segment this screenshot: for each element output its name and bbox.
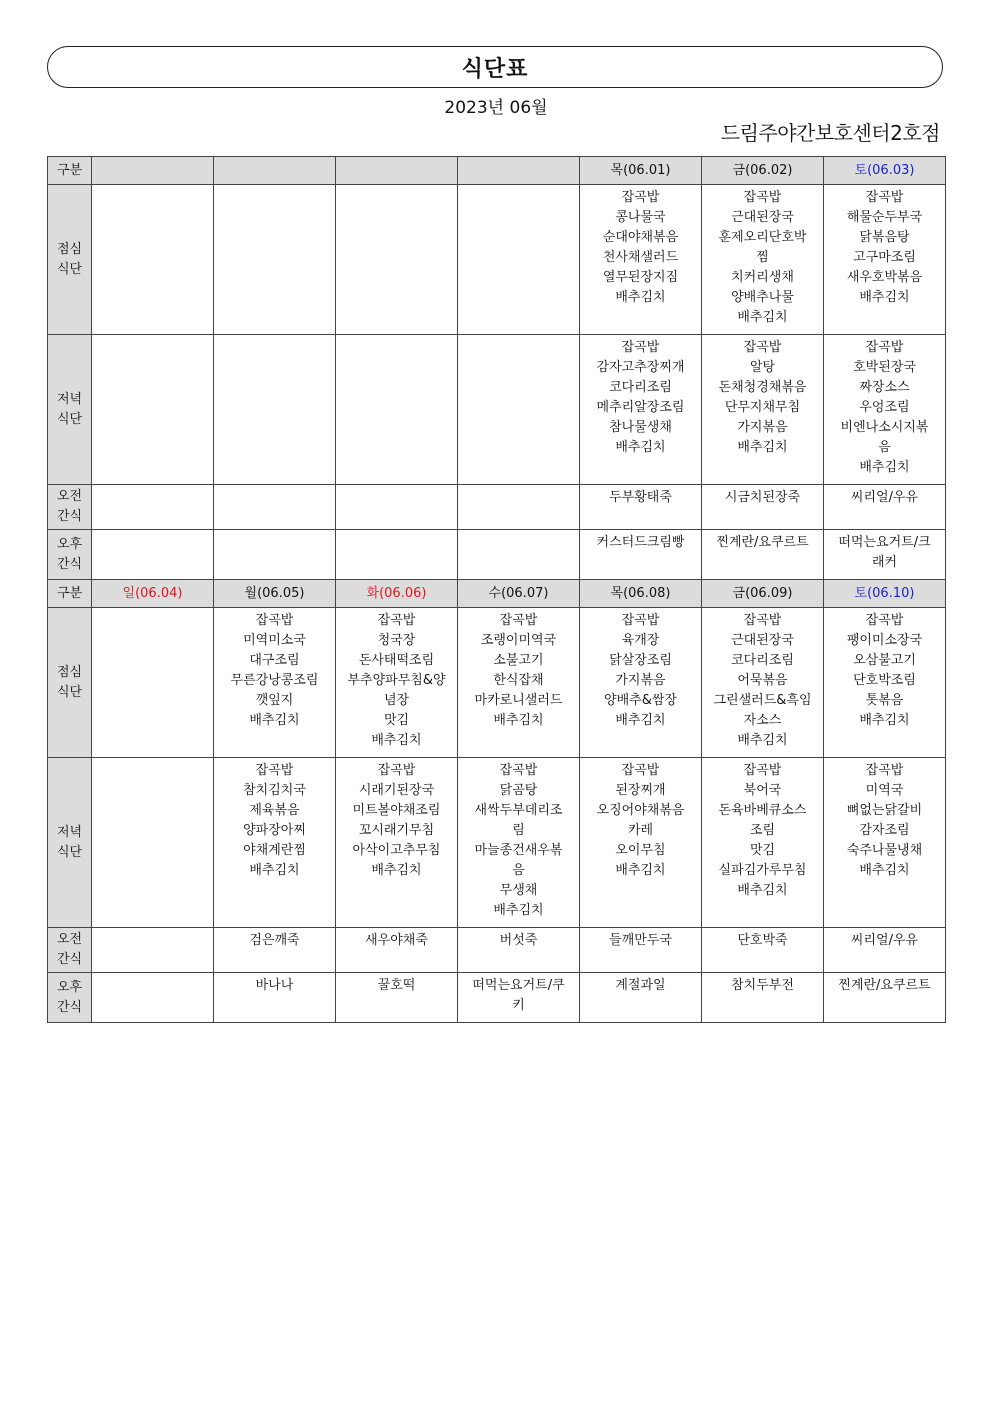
menu-item: 배추김치 [737,883,788,898]
menu-item: 미트볼야채조림 [352,803,441,818]
menu-item: 배추김치 [249,863,300,878]
menu-item: 가지볶음 [615,673,666,688]
menu-item: 돈육바베큐소스 [718,803,807,818]
page-title: 식단표 [461,56,529,82]
menu-item: 배추김치 [737,440,788,455]
menu-item: 육개장 [621,633,660,648]
menu-item: 꼬시래기무침 [358,823,435,838]
menu-cell [458,928,580,973]
menu-cell [458,608,580,758]
menu-item: 소불고기 [493,653,544,668]
row-label-line: 오전 [56,932,83,947]
menu-item: 커스터드크림빵 [596,535,685,550]
menu-item: 호박된장국 [853,360,916,375]
menu-item: 양배추나물 [731,290,794,305]
menu-item: 야채계란찜 [243,843,306,858]
menu-item: 미역미소국 [243,633,306,648]
menu-item: 시금치된장죽 [724,490,801,505]
header-label: 구분 [48,157,92,185]
menu-item: 단호박조림 [853,673,916,688]
menu-item: 잡곡밥 [621,613,660,628]
row-label-line: 식단 [56,844,83,860]
menu-item: 계절과일 [615,978,666,993]
day-header [214,157,336,185]
menu-item: 씨리얼/우유 [850,490,919,505]
menu-item: 잡곡밥 [865,340,904,355]
menu-cell [214,335,336,485]
menu-item: 버섯죽 [499,933,538,948]
menu-cell [336,530,458,580]
menu-item: 무생채 [499,883,538,898]
menu-item: 배추김치 [493,713,544,728]
menu-item: 잡곡밥 [377,763,416,778]
menu-item: 마늘종건새우볶 [474,843,563,858]
menu-item: 돈사태떡조림 [358,653,435,668]
menu-item: 오삼불고기 [853,653,916,668]
row-label [48,335,92,485]
menu-item: 잡곡밥 [621,340,660,355]
row-label-line: 식단 [56,411,83,427]
menu-item: 배추김치 [371,863,422,878]
menu-item: 잡곡밥 [865,763,904,778]
menu-cell [214,530,336,580]
menu-item: 새우야채죽 [365,933,428,948]
menu-cell [580,185,702,335]
menu-cell [92,758,214,928]
menu-cell [580,530,702,580]
menu-cell [580,758,702,928]
menu-item: 그린샐러드&흑임 [713,693,812,708]
menu-item: 조림 [749,823,776,838]
month-label: 2023년 06월 [444,98,548,118]
menu-item: 자소스 [743,713,782,728]
row-label-line: 점심 [56,664,83,680]
row-label [48,973,92,1023]
menu-cell [458,973,580,1023]
menu-cell [580,928,702,973]
menu-item: 양파장아찌 [243,823,306,838]
menu-item: 잡곡밥 [499,613,538,628]
row-label-line: 간식 [56,556,83,572]
menu-cell [458,335,580,485]
day-header [336,157,458,185]
menu-cell [458,530,580,580]
menu-item: 미역국 [865,783,904,798]
menu-item: 잡곡밥 [865,613,904,628]
menu-item: 깻잎지 [255,693,294,708]
menu-cell [214,758,336,928]
day-header: 일(06.04) [92,580,214,608]
menu-item: 치커리생채 [731,270,794,285]
dinner-row [48,758,946,928]
menu-item: 들깨만두국 [609,933,672,948]
menu-item: 코다리조림 [731,653,794,668]
menu-cell [702,973,824,1023]
menu-item: 닭살장조림 [609,653,672,668]
menu-item: 잡곡밥 [621,763,660,778]
menu-item: 림 [512,823,525,838]
menu-item: 맛김 [383,713,410,728]
menu-item: 한식잡채 [493,673,544,688]
row-label-line: 오후 [56,536,83,552]
menu-item: 실파김가루무침 [718,863,807,878]
row-label [48,485,92,530]
menu-cell [702,335,824,485]
row-label [48,928,92,973]
menu-cell [336,608,458,758]
menu-item: 두부황태죽 [609,490,672,505]
row-label-line: 식단 [56,261,83,277]
menu-item: 배추김치 [371,733,422,748]
menu-item: 아삭이고추무침 [352,843,441,858]
menu-item: 오이무침 [615,843,666,858]
menu-cell [580,608,702,758]
day-header: 수(06.07) [458,580,580,608]
menu-item: 꿀호떡 [377,978,416,993]
menu-cell [214,485,336,530]
menu-item: 양배추&쌈장 [604,693,677,708]
menu-item: 잡곡밥 [255,763,294,778]
menu-item: 근대된장국 [731,210,794,225]
menu-item: 떠먹는요거트/쿠 [472,978,565,993]
menu-item: 청국장 [377,633,416,648]
menu-item: 제육볶음 [249,803,300,818]
menu-item: 단호박죽 [737,933,788,948]
menu-item: 배추김치 [859,713,910,728]
menu-item: 배추김치 [615,440,666,455]
menu-item: 찐계란/요쿠르트 [838,978,931,993]
week-header-row [48,580,946,608]
menu-cell [824,530,946,580]
day-header [458,157,580,185]
menu-cell [214,973,336,1023]
menu-item: 숙주나물냉채 [846,843,923,858]
row-label [48,530,92,580]
lunch-row [48,608,946,758]
menu-cell [458,758,580,928]
menu-item: 찜 [756,250,769,265]
menu-item: 알탕 [749,360,776,375]
menu-item: 뼈없는닭갈비 [846,803,923,818]
row-label-line: 간식 [56,999,83,1015]
menu-item: 참치김치국 [243,783,306,798]
pm-snack-row [48,530,946,580]
menu-item: 열무된장지짐 [602,270,679,285]
menu-item: 잡곡밥 [743,613,782,628]
day-header [92,157,214,185]
menu-item: 참나물생채 [609,420,672,435]
menu-cell [824,335,946,485]
menu-item: 잡곡밥 [743,763,782,778]
menu-item: 고구마조림 [853,250,916,265]
menu-cell [92,335,214,485]
menu-item: 키 [512,998,525,1013]
menu-item: 북어국 [743,783,782,798]
menu-cell [580,485,702,530]
menu-item: 오징어야채볶음 [596,803,685,818]
menu-cell [824,758,946,928]
day-header: 화(06.06) [336,580,458,608]
menu-cell [336,185,458,335]
menu-item: 돈채청경채볶음 [718,380,807,395]
menu-cell [92,973,214,1023]
menu-item: 새우호박볶음 [846,270,923,285]
menu-cell [824,608,946,758]
menu-item: 찐계란/요쿠르트 [716,535,809,550]
menu-item: 잡곡밥 [621,190,660,205]
menu-cell [92,928,214,973]
menu-cell [92,485,214,530]
row-label-line: 오전 [56,489,83,504]
week-header-row [48,157,946,185]
menu-item: 팽이미소장국 [846,633,923,648]
menu-cell [824,185,946,335]
menu-item: 참치두부전 [731,978,794,993]
menu-item: 감자조림 [859,823,910,838]
menu-cell [336,485,458,530]
menu-item: 대구조림 [249,653,300,668]
menu-cell [92,530,214,580]
menu-item: 해물순두부국 [846,210,923,225]
menu-item: 배추김치 [737,310,788,325]
row-label [48,608,92,758]
menu-item: 순대야채볶음 [602,230,679,245]
menu-item: 닭곰탕 [499,783,538,798]
menu-item: 무른강낭콩조림 [230,673,319,688]
pm-snack-row [48,973,946,1023]
dinner-row [48,335,946,485]
menu-cell [214,608,336,758]
menu-item: 검은깨죽 [249,933,300,948]
menu-item: 마카로니샐러드 [474,693,563,708]
center-name: 드림주야간보호센터2호점 [720,121,940,145]
menu-item: 된장찌개 [615,783,666,798]
menu-cell [336,758,458,928]
menu-item: 음 [878,440,891,455]
menu-item: 배추김치 [615,290,666,305]
menu-cell [92,185,214,335]
row-label-line: 오후 [56,979,83,995]
menu-item: 바나나 [255,978,294,993]
menu-cell [214,928,336,973]
menu-item: 배추김치 [737,733,788,748]
menu-item: 잡곡밥 [743,340,782,355]
menu-cell [702,608,824,758]
menu-item: 잡곡밥 [377,613,416,628]
menu-item: 배추김치 [493,903,544,918]
menu-item: 잡곡밥 [499,763,538,778]
menu-item: 배추김치 [615,863,666,878]
menu-item: 카레 [627,823,654,838]
day-header: 토(06.03) [824,157,946,185]
menu-item: 닭볶음탕 [859,230,910,245]
menu-item: 새싹두부데리조 [474,803,563,818]
day-header: 월(06.05) [214,580,336,608]
menu-item: 배추김치 [859,863,910,878]
menu-item: 씨리얼/우유 [850,933,919,948]
row-label-line: 저녁 [56,391,83,407]
row-label-line: 식단 [56,684,83,700]
row-label-line: 점심 [56,241,83,257]
menu-item: 조랭이미역국 [480,633,557,648]
menu-item: 짜장소스 [859,380,910,395]
menu-cell [702,758,824,928]
menu-cell [580,335,702,485]
row-label-line: 간식 [56,509,83,524]
header-label: 구분 [48,580,92,608]
menu-item: 잡곡밥 [743,190,782,205]
menu-item: 메추리알장조림 [596,400,685,415]
am-snack-row [48,485,946,530]
menu-cell [824,485,946,530]
menu-item: 코다리조림 [609,380,672,395]
menu-item: 배추김치 [859,460,910,475]
day-header: 토(06.10) [824,580,946,608]
menu-cell [458,485,580,530]
row-label-line: 간식 [56,952,83,967]
menu-item: 배추김치 [859,290,910,305]
menu-item: 배추김치 [249,713,300,728]
menu-cell [702,485,824,530]
menu-item: 단무지채무침 [724,400,801,415]
menu-cell [92,608,214,758]
day-header: 목(06.08) [580,580,702,608]
menu-cell [824,928,946,973]
menu-cell [336,928,458,973]
menu-item: 념장 [383,693,410,708]
menu-item: 감자고추장찌개 [596,360,685,375]
menu-cell [580,973,702,1023]
meal-table [47,156,946,1023]
row-label [48,185,92,335]
menu-item: 잡곡밥 [255,613,294,628]
menu-cell [702,530,824,580]
menu-item: 근대된장국 [731,633,794,648]
row-label [48,758,92,928]
menu-cell [702,928,824,973]
menu-item: 톳볶음 [865,693,904,708]
menu-item: 콩나물국 [615,210,666,225]
menu-item: 부추양파무침&양 [347,673,446,688]
menu-item: 시래기된장국 [358,783,435,798]
menu-item: 맛김 [749,843,776,858]
menu-item: 잡곡밥 [865,190,904,205]
menu-item: 천사채샐러드 [602,250,679,265]
menu-cell [458,185,580,335]
menu-item: 배추김치 [615,713,666,728]
menu-cell [336,335,458,485]
lunch-row [48,185,946,335]
menu-cell [824,973,946,1023]
day-header: 금(06.09) [702,580,824,608]
menu-item: 떠먹는요거트/크 [838,535,931,550]
menu-item: 가지볶음 [737,420,788,435]
row-label-line: 저녁 [56,824,83,840]
menu-item: 래커 [871,555,898,570]
menu-item: 우엉조림 [859,400,910,415]
am-snack-row [48,928,946,973]
day-header: 금(06.02) [702,157,824,185]
menu-item: 비엔나소시지볶 [840,420,929,435]
menu-cell [336,973,458,1023]
menu-item: 훈제오리단호박 [718,230,807,245]
menu-item: 음 [512,863,525,878]
day-header: 목(06.01) [580,157,702,185]
title-box [47,46,943,88]
menu-cell [702,185,824,335]
menu-item: 어묵볶음 [737,673,788,688]
menu-cell [214,185,336,335]
